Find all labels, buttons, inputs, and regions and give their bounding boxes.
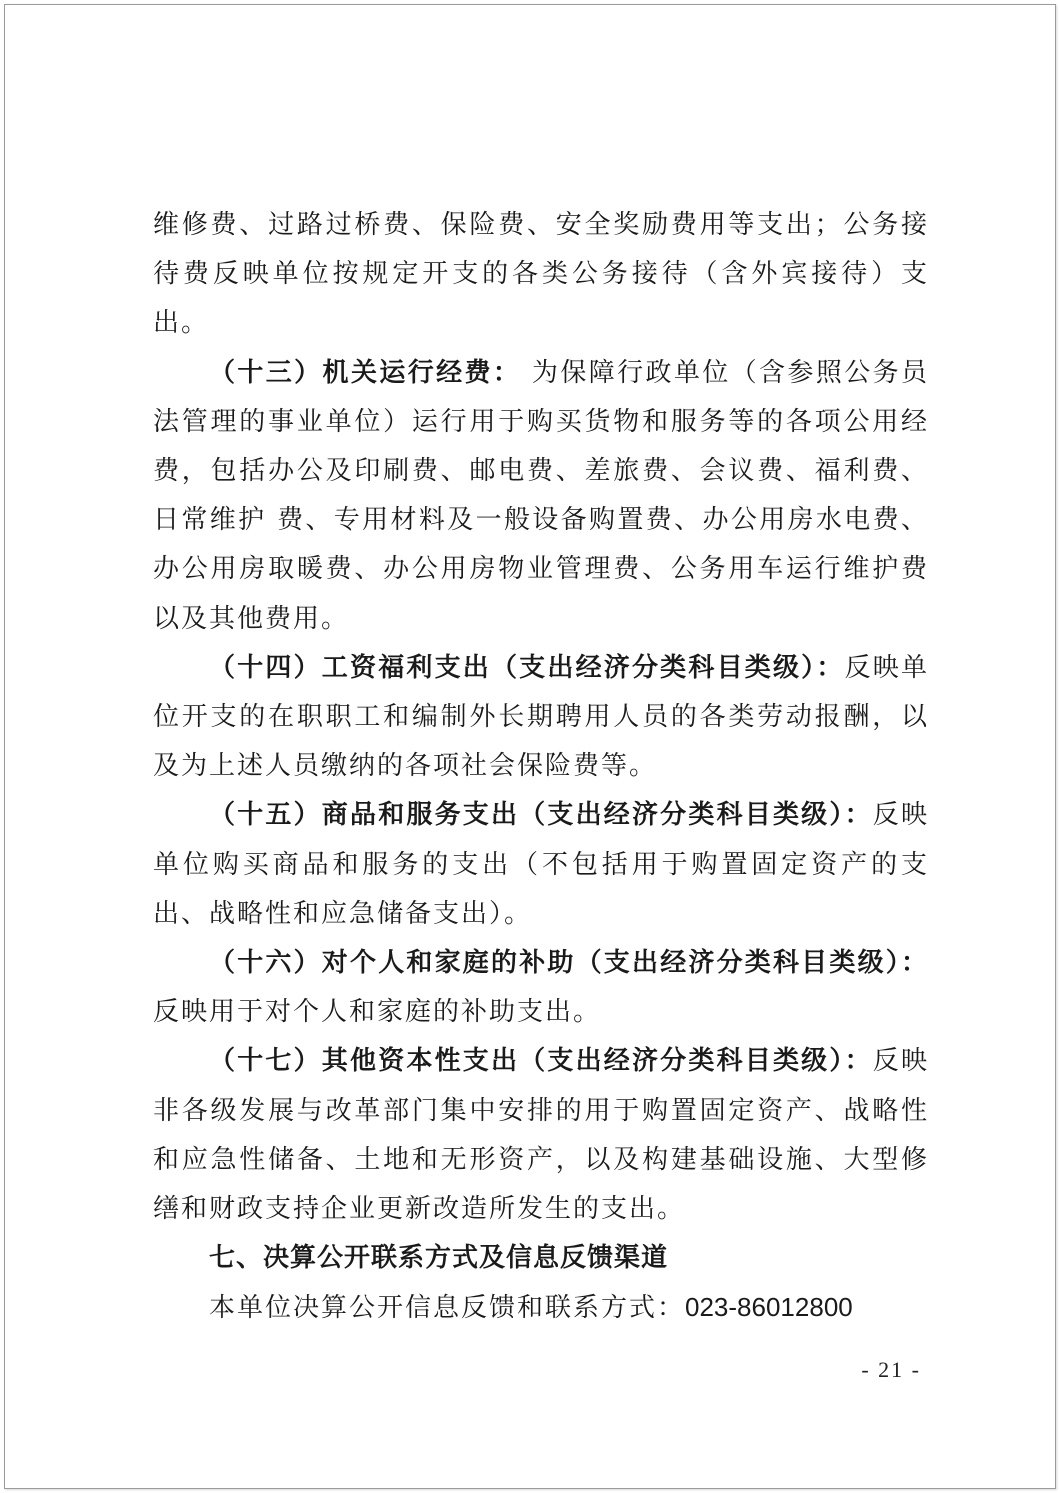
paragraph-lead: （十四）工资福利支出（支出经济分类科目类级）： bbox=[209, 652, 845, 683]
document-page bbox=[4, 4, 1056, 1489]
section-heading: 七、决算公开联系方式及信息反馈渠道 bbox=[209, 1243, 669, 1274]
paragraph-text: 反映非各级发展与改革部门集中安排的用于购置固定资产、战略性和应急性储备、土地和无形资产，以及构建基础设施、大型修缮和财政支持企业更新改造所发生的支出。 bbox=[153, 1046, 929, 1225]
paragraph-continuation bbox=[153, 201, 929, 349]
paragraph-text: 维修费、过路过桥费、保险费、安全奖励费用等支出；公务接待费反映单位按规定开支的各类公务接待（含外宾接待）支出。 bbox=[153, 210, 929, 339]
paragraph-text: 反映单位开支的在职职工和编制外长期聘用人员的各类劳动报酬，以及为上述人员缴纳的各项社会保险费等。 bbox=[153, 652, 929, 782]
contact-label: 本单位决算公开信息反馈和联系方式： bbox=[209, 1293, 686, 1324]
paragraph-text: 反映单位购买商品和服务的支出（不包括用于购置固定资产的支出、战略性和应急储备支出）。 bbox=[153, 800, 929, 929]
paragraph-text: 反映用于对个人和家庭的补助支出。 bbox=[153, 997, 602, 1028]
contact-phone: 023-86012800 bbox=[685, 1292, 853, 1323]
paragraph-lead: （十七）其他资本性支出（支出经济分类科目类级）： bbox=[209, 1046, 873, 1077]
paragraph-item-15 bbox=[153, 791, 929, 939]
contact-line bbox=[153, 1283, 929, 1333]
paragraph-item-17 bbox=[153, 1037, 929, 1234]
paragraph-item-14 bbox=[153, 644, 929, 792]
page-body bbox=[153, 201, 929, 1334]
paragraph-lead: （十三）机关运行经费： bbox=[209, 357, 522, 388]
paragraph-lead: （十五）商品和服务支出（支出经济分类科目类级）： bbox=[209, 800, 873, 831]
paragraph-text: 为保障行政单位（含参照公务员法管理的事业单位）运行用于购买货物和服务等的各项公用经费，包括办公及印刷费、邮电费、差旅费、会议费、福利费、日常维护 费、专用材料及一般设备购置费、办公用房水电费、办公用房取暖费、办公用房物业管理费、公务用车运行维护费以及其他费用。 bbox=[153, 357, 929, 634]
paragraph-lead: （十六）对个人和家庭的补助（支出经济分类科目类级）： bbox=[209, 948, 929, 979]
page-number: - 21 - bbox=[861, 1357, 921, 1382]
paragraph-item-13 bbox=[153, 349, 929, 644]
paragraph-item-16 bbox=[153, 939, 929, 1037]
